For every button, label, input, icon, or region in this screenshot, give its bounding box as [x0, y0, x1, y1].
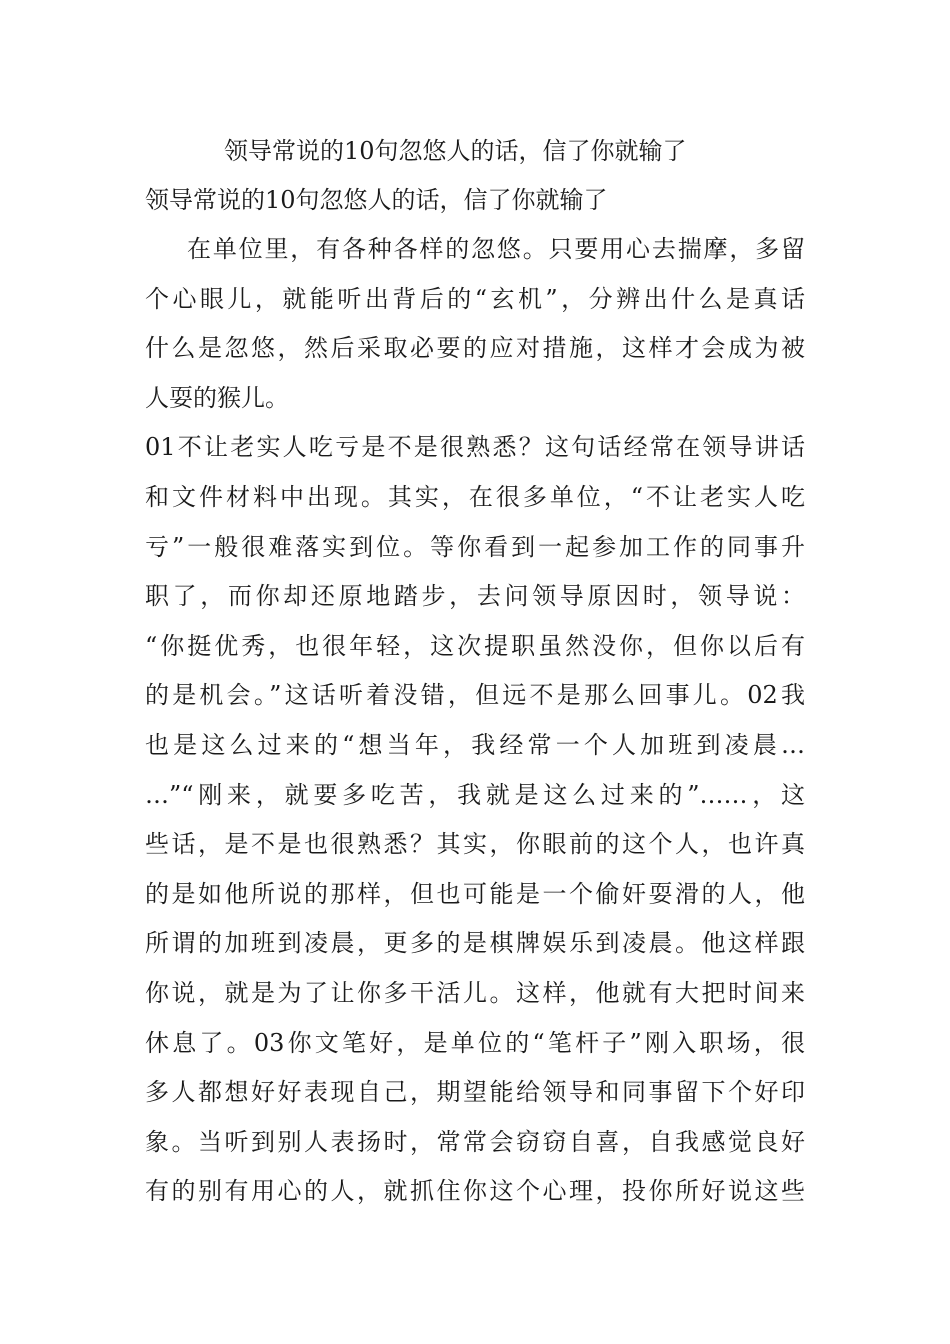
paragraph-line: 职了，而你却还原地踏步，去问领导原因时，领导说： [145, 582, 805, 611]
paragraph-line: 些话，是不是也很熟悉？其实，你眼前的这个人，也许真 [145, 830, 805, 859]
paragraph-line: 人耍的猴儿。 [145, 383, 289, 412]
paragraph-line: 在单位里，有各种各样的忽悠。只要用心去揣摩，多留 [187, 235, 805, 263]
document-subtitle: 领导常说的10句忽悠人的话，信了你就输了 [145, 186, 608, 214]
paragraph-line: 的是如他所说的那样，但也可能是一个偷奸耍滑的人，他 [145, 879, 805, 908]
paragraph-line: 和文件材料中出现。其实，在很多单位，“不让老实人吃 [145, 482, 805, 511]
paragraph-line: 有的别有用心的人，就抓住你这个心理，投你所好说这些 [145, 1177, 805, 1206]
paragraph-line: 也是这么过来的“想当年，我经常一个人加班到凌晨… [145, 730, 805, 759]
paragraph-line: 亏”一般很难落实到位。等你看到一起参加工作的同事升 [145, 532, 805, 561]
paragraph-line: 什么是忽悠，然后采取必要的应对措施，这样才会成为被 [145, 334, 805, 363]
paragraph-line: 象。当听到别人表扬时，常常会窃窃自喜，自我感觉良好 [145, 1127, 805, 1156]
paragraph-line: 01不让老实人吃亏是不是很熟悉？这句话经常在领导讲话 [145, 433, 805, 462]
paragraph-line: 所谓的加班到凌晨，更多的是棋牌娱乐到凌晨。他这样跟 [145, 929, 805, 958]
paragraph-line: 的是机会。”这话听着没错，但远不是那么回事儿。02我 [145, 681, 805, 710]
paragraph-line: 多人都想好好表现自己，期望能给领导和同事留下个好印 [145, 1078, 805, 1107]
paragraph-line: 个心眼儿，就能听出背后的“玄机”，分辨出什么是真话 [145, 284, 805, 313]
paragraph-line: …”“刚来，就要多吃苦，我就是这么过来的”……，这 [145, 780, 805, 809]
document-body [145, 229, 805, 1221]
paragraph-line: “你挺优秀，也很年轻，这次提职虽然没你，但你以后有 [145, 631, 805, 660]
document-title: 领导常说的10句忽悠人的话，信了你就输了 [224, 137, 687, 165]
paragraph-line: 你说，就是为了让你多干活儿。这样，他就有大把时间来 [145, 978, 805, 1007]
paragraph-line: 休息了。03你文笔好，是单位的“笔杆子”刚入职场，很 [145, 1028, 805, 1057]
